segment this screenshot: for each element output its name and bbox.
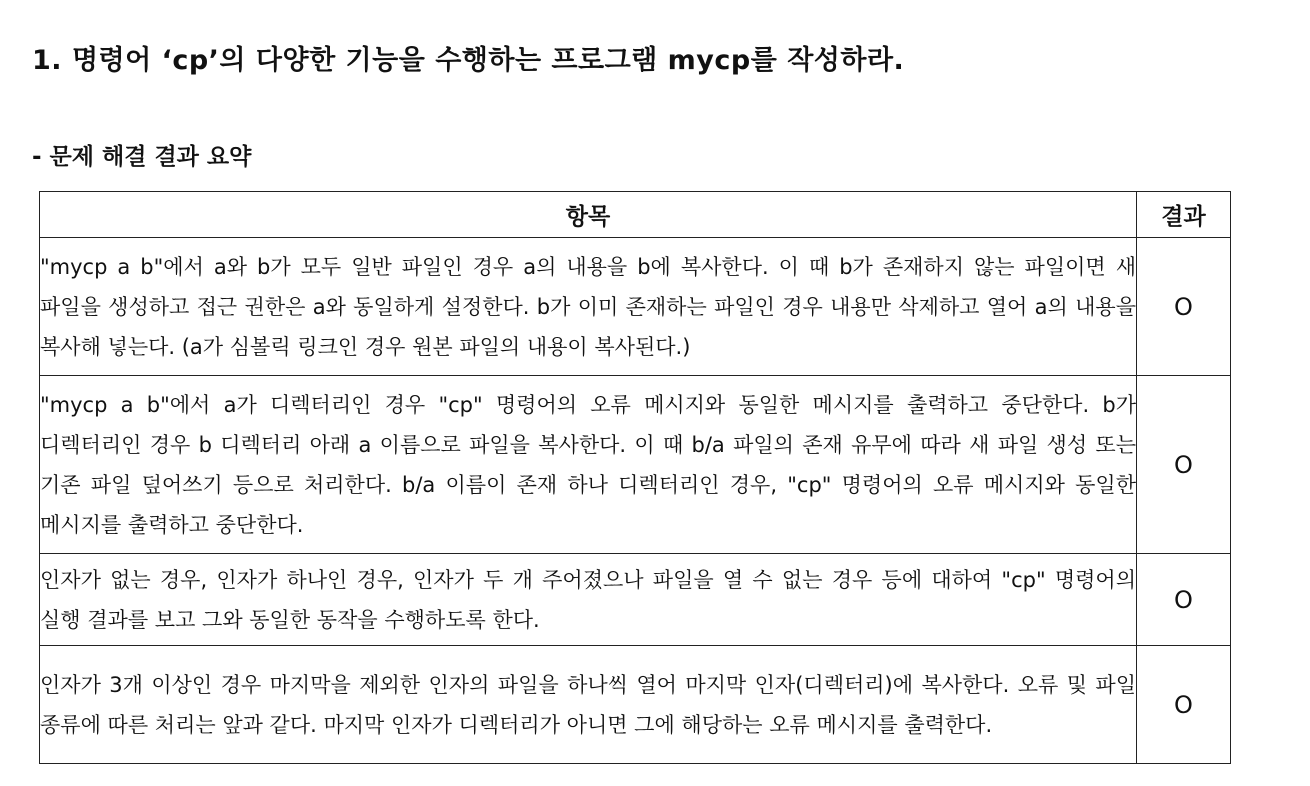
result-summary-table: [39, 191, 1231, 764]
document-title: 1. 명령어 ‘cp’의 다양한 기능을 수행하는 프로그램 mycp를 작성하라.: [32, 45, 905, 76]
item-cell: "mycp a b"에서 a와 b가 모두 일반 파일인 경우 a의 내용을 b에 복사한다. 이 때 b가 존재하지 않는 파일이면 새 파일을 생성하고 접근 권한은 a와 동일하게 설정한다. b가 이미 존재하는 파일인 경우 내용만 삭제하고 열어 a의 내용을 복사해 넣는다. (a가 심볼릭 링크인 경우 원본 파일의 내용이 복사된다.): [40, 238, 1137, 376]
result-cell: O: [1137, 238, 1231, 376]
item-cell: "mycp a b"에서 a가 디렉터리인 경우 "cp" 명령어의 오류 메시지와 동일한 메시지를 출력하고 중단한다. b가 디렉터리인 경우 b 디렉터리 아래 a 이름으로 파일을 복사한다. 이 때 b/a 파일의 존재 유무에 따라 새 파일 생성 또는 기존 파일 덮어쓰기 등으로 처리한다. b/a 이름이 존재 하나 디렉터리인 경우, "cp" 명령어의 오류 메시지와 동일한 메시지를 출력하고 중단한다.: [40, 376, 1137, 554]
item-cell: 인자가 3개 이상인 경우 마지막을 제외한 인자의 파일을 하나씩 열어 마지막 인자(디렉터리)에 복사한다. 오류 및 파일 종류에 따른 처리는 앞과 같다. 마지막 인자가 디렉터리가 아니면 그에 해당하는 오류 메시지를 출력한다.: [40, 646, 1137, 764]
table-row: [40, 238, 1231, 376]
result-cell: O: [1137, 646, 1231, 764]
result-cell: O: [1137, 376, 1231, 554]
table-row: [40, 554, 1231, 646]
header-item: 항목: [40, 192, 1137, 238]
header-result: 결과: [1137, 192, 1231, 238]
item-cell: 인자가 없는 경우, 인자가 하나인 경우, 인자가 두 개 주어졌으나 파일을 열 수 없는 경우 등에 대하여 "cp" 명령어의 실행 결과를 보고 그와 동일한 동작을 수행하도록 한다.: [40, 554, 1137, 646]
result-cell: O: [1137, 554, 1231, 646]
table-row: [40, 376, 1231, 554]
table-header-row: [40, 192, 1231, 238]
section-heading: - 문제 해결 결과 요약: [32, 144, 252, 170]
table-row: [40, 646, 1231, 764]
